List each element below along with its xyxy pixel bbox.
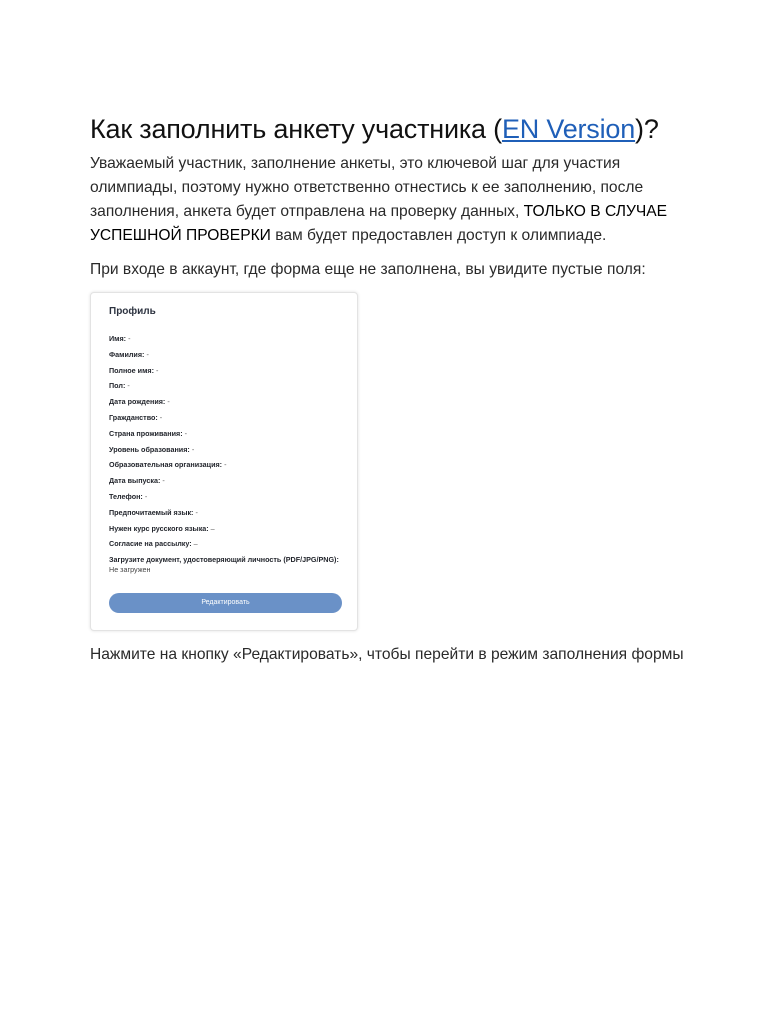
field-label: Пол: [109, 381, 126, 391]
profile-field [109, 473, 349, 489]
upload-label: Загрузите документ, удостоверяющий личность (PDF/JPG/PNG): [109, 555, 339, 565]
profile-field [109, 457, 349, 473]
field-label: Образовательная организация: [109, 460, 223, 470]
intro-tail: вам будет предоставлен доступ к олимпиаде. [270, 227, 607, 244]
field-label: Страна проживания: [109, 428, 183, 438]
intro-paragraph [90, 152, 690, 248]
login-note: При входе в аккаунт, где форма еще не заполнена, вы увидите пустые поля: [90, 261, 646, 278]
field-value: - [165, 397, 170, 407]
field-value: - [189, 444, 195, 454]
instruction-paragraph: Нажмите на кнопку «Редактировать», чтобы перейти в режим заполнения формы [90, 646, 684, 663]
field-label: Полное имя: [109, 365, 154, 375]
field-value: - [126, 334, 131, 343]
profile-field [109, 505, 349, 521]
profile-field [109, 394, 349, 410]
field-label: Имя: [109, 334, 127, 343]
profile-field [109, 521, 349, 537]
intro-emphasis: ТОЛЬКО В СЛУЧАЕ УСПЕШНОЙ ПРОВЕРКИ [90, 203, 668, 244]
field-label: Нужен курс русского языка: [109, 523, 209, 533]
profile-field [109, 347, 349, 363]
profile-field [109, 426, 349, 442]
profile-field [109, 489, 349, 505]
profile-field-list [109, 331, 349, 575]
document-page [90, 112, 690, 667]
field-label: Гражданство: [109, 412, 158, 422]
upload-status: Не загружен [109, 565, 151, 575]
field-value: - [160, 476, 165, 486]
field-label: Дата рождения: [109, 397, 166, 407]
field-label: Предпочитаемый язык: [109, 507, 194, 517]
field-value: - [222, 460, 227, 470]
edit-button[interactable]: Редактировать [109, 593, 342, 613]
field-value: - [182, 428, 188, 438]
profile-field [109, 363, 349, 379]
field-value: - [125, 381, 130, 391]
field-label: Телефон: [109, 491, 143, 501]
en-version-link[interactable]: EN Version [501, 114, 636, 144]
field-value: – [191, 539, 198, 549]
upload-field [109, 555, 349, 575]
title-suffix: )? [635, 114, 659, 144]
field-value: - [157, 412, 163, 422]
field-value: - [144, 349, 149, 359]
field-value: - [154, 365, 159, 375]
field-label: Согласие на рассылку: [109, 539, 192, 549]
profile-field [109, 536, 349, 552]
field-value: - [142, 491, 148, 501]
field-value: – [208, 523, 215, 533]
profile-field [109, 378, 349, 394]
profile-title: Профиль [109, 306, 156, 317]
profile-field [109, 331, 349, 347]
intro-text: Уважаемый участник, заполнение анкеты, это ключевой шаг для участия олимпиады, поэтому нужно ответственно отнестись к ее заполнению, после заполнения, анкета будет отправлена на проверку данных, [90, 155, 644, 220]
profile-screenshot [90, 292, 358, 631]
title-prefix: Как заполнить анкету участника ( [90, 114, 502, 144]
field-label: Фамилия: [109, 349, 145, 359]
profile-field [109, 442, 349, 458]
field-label: Дата выпуска: [109, 476, 161, 486]
page-title [90, 112, 690, 146]
field-value: - [193, 507, 198, 517]
profile-field [109, 410, 349, 426]
field-label: Уровень образования: [109, 444, 190, 454]
